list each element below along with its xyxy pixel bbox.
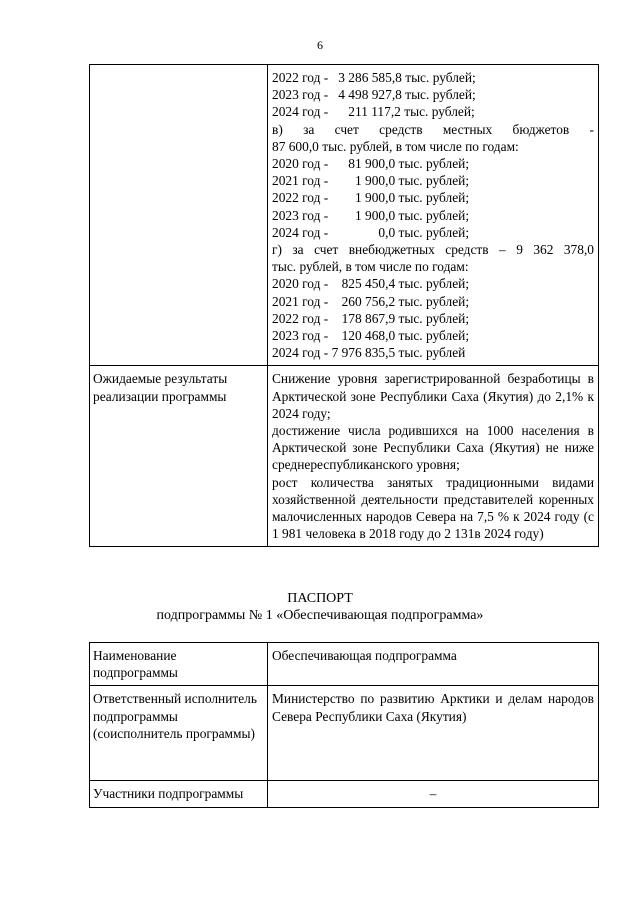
extrabudget-year: 2022 год - 178 867,9 тыс. рублей; xyxy=(272,310,470,326)
extrabudget-year: 2024 год - 7 976 835,5 тыс. рублей xyxy=(272,345,466,361)
page-number: 6 xyxy=(317,38,323,52)
row-label: Участники подпрограммы xyxy=(90,781,268,807)
passport-subtitle: подпрограммы № 1 «Обеспечивающая подпрограмма» xyxy=(156,608,484,623)
passport-heading xyxy=(0,590,640,624)
table-row xyxy=(90,781,599,807)
row-label: Ответственный исполнитель подпрограммы (соисполнитель программы) xyxy=(90,686,268,781)
result-paragraph: достижение числа родившихся на 1000 населения в Арктической зоне Республики Саха (Якутия) не ниже среднереспубликанского уровня; xyxy=(272,423,594,473)
local-budget-year: 2022 год - 1 900,0 тыс. рублей; xyxy=(272,190,470,206)
row-label: Наименование подпрограммы xyxy=(90,643,268,686)
results-value-cell xyxy=(268,366,599,547)
result-paragraph: Снижение уровня зарегистрированной безработицы в Арктической зоне Республики Саха (Якутия) до 2,1% к 2024 году; xyxy=(272,371,594,421)
passport-title: ПАСПОРТ xyxy=(287,591,353,606)
table-row xyxy=(90,686,599,781)
results-label: Ожидаемые результаты реализации программы xyxy=(90,366,268,547)
funding-label-cell xyxy=(90,65,268,366)
funding-line: 2023 год - 4 498 927,8 тыс. рублей; xyxy=(272,87,476,103)
extrabudget-year: 2021 год - 260 756,2 тыс. рублей; xyxy=(272,293,470,309)
extrabudget-intro-cont: тыс. рублей, в том числе по годам: xyxy=(272,259,469,275)
row-value: Обеспечивающая подпрограмма xyxy=(268,643,599,686)
extrabudget-intro: г) за счет внебюджетных средств – 9 362 378,0 xyxy=(272,242,594,258)
row-value xyxy=(268,781,599,807)
result-paragraph: рост количества занятых традиционными видами хозяйственной деятельности представителей коренных малочисленных народов Севера на 7,5 % к 2024 году (с 1 981 человека в 2018 году до 2 131в 2024 году) xyxy=(272,474,594,542)
row-value xyxy=(268,686,599,781)
funding-line: 2022 год - 3 286 585,8 тыс. рублей; xyxy=(272,70,476,85)
funding-row xyxy=(90,65,599,366)
local-budget-year: 2023 год - 1 900,0 тыс. рублей; xyxy=(272,207,470,223)
funding-value-cell xyxy=(268,65,599,366)
extrabudget-year: 2020 год - 825 450,4 тыс. рублей; xyxy=(272,276,470,292)
row-value-text: Министерство по развитию Арктики и делам народов Севера Республики Саха (Якутия) xyxy=(272,691,594,724)
row-value-dash: – xyxy=(429,786,437,802)
results-row xyxy=(90,366,599,547)
program-passport-table xyxy=(89,64,599,547)
local-budget-year: 2024 год - 0,0 тыс. рублей; xyxy=(272,224,470,240)
extrabudget-year: 2023 год - 120 468,0 тыс. рублей; xyxy=(272,328,470,344)
local-budget-year: 2021 год - 1 900,0 тыс. рублей; xyxy=(272,173,470,189)
local-budget-year: 2020 год - 81 900,0 тыс. рублей; xyxy=(272,156,470,172)
table-row xyxy=(90,643,599,686)
local-budget-intro-cont: 87 600,0 тыс. рублей, в том числе по годам: xyxy=(272,138,519,154)
subprogram-passport-table xyxy=(89,642,599,808)
funding-line: 2024 год - 211 117,2 тыс. рублей; xyxy=(272,104,475,120)
local-budget-intro: в) за счет средств местных бюджетов - xyxy=(272,121,594,137)
